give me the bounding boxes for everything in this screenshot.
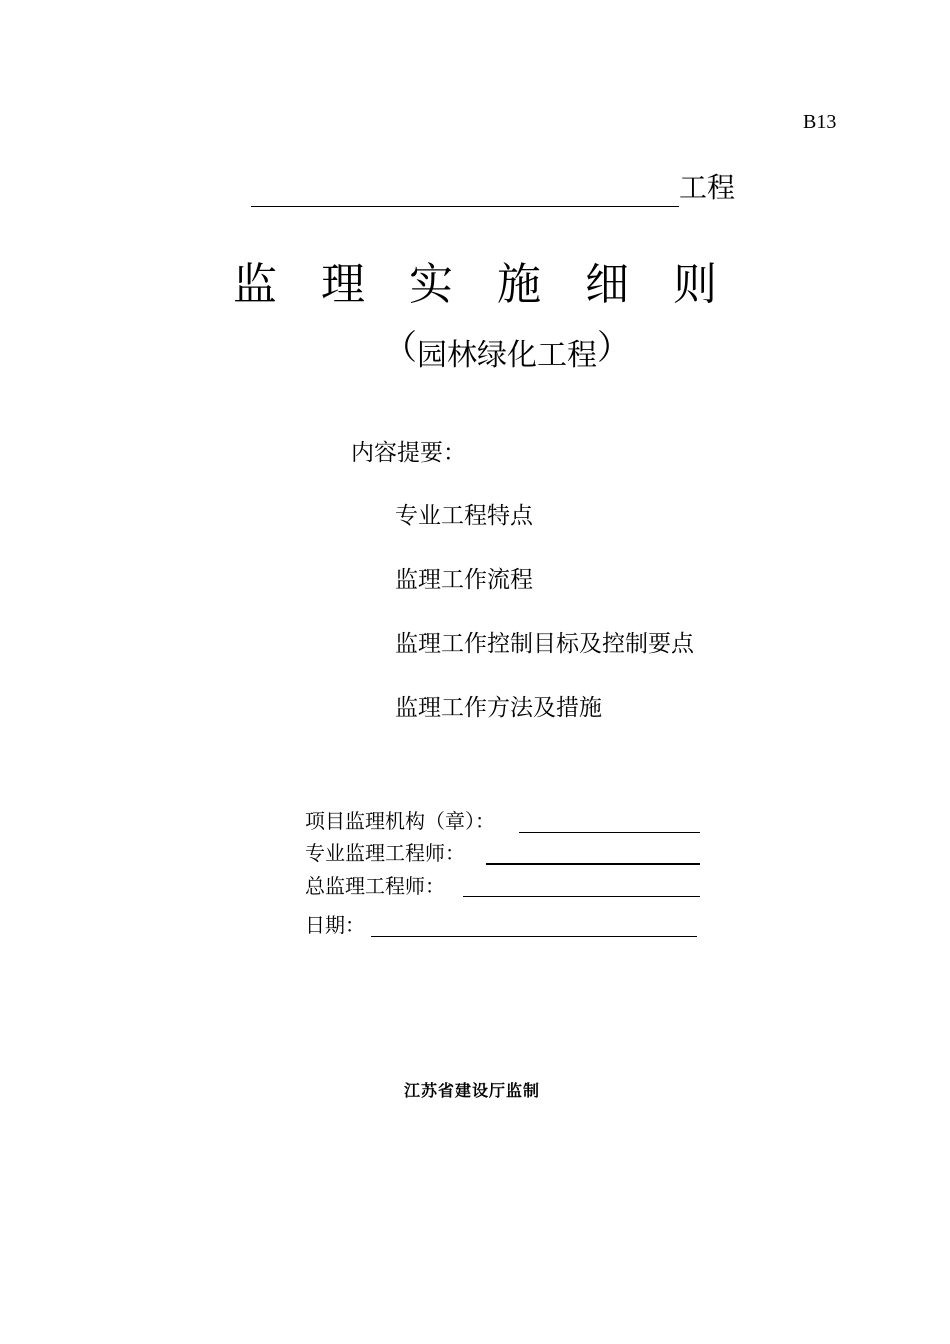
issuer-footer: 江苏省建设厅监制 [404, 1081, 541, 1100]
summary-label: 内容提要： [351, 440, 466, 466]
form-code: B13 [803, 111, 837, 133]
chief-engineer-label: 总监理工程师： [305, 874, 445, 898]
summary-item: 监理工作控制目标及控制要点 [395, 631, 694, 657]
subtitle-close-paren: ） [597, 328, 631, 368]
summary-item: 监理工作方法及措施 [395, 695, 602, 721]
project-name-line [251, 206, 679, 207]
date-line [371, 936, 697, 937]
main-title: 监理实施细则 [233, 259, 761, 310]
date-label: 日期： [305, 913, 365, 937]
org-seal-label: 项目监理机构（章）： [305, 809, 495, 833]
specialist-engineer-label: 专业监理工程师： [305, 841, 465, 865]
specialist-engineer-line [486, 863, 700, 865]
project-suffix: 工程 [679, 171, 736, 204]
subtitle-open-paren: （ [383, 328, 417, 368]
summary-item: 专业工程特点 [395, 503, 533, 529]
subtitle-text: 园林绿化工程 [417, 338, 597, 373]
subtitle [383, 320, 631, 374]
chief-engineer-line [463, 896, 700, 897]
summary-item: 监理工作流程 [395, 567, 533, 593]
org-seal-line [519, 832, 700, 833]
